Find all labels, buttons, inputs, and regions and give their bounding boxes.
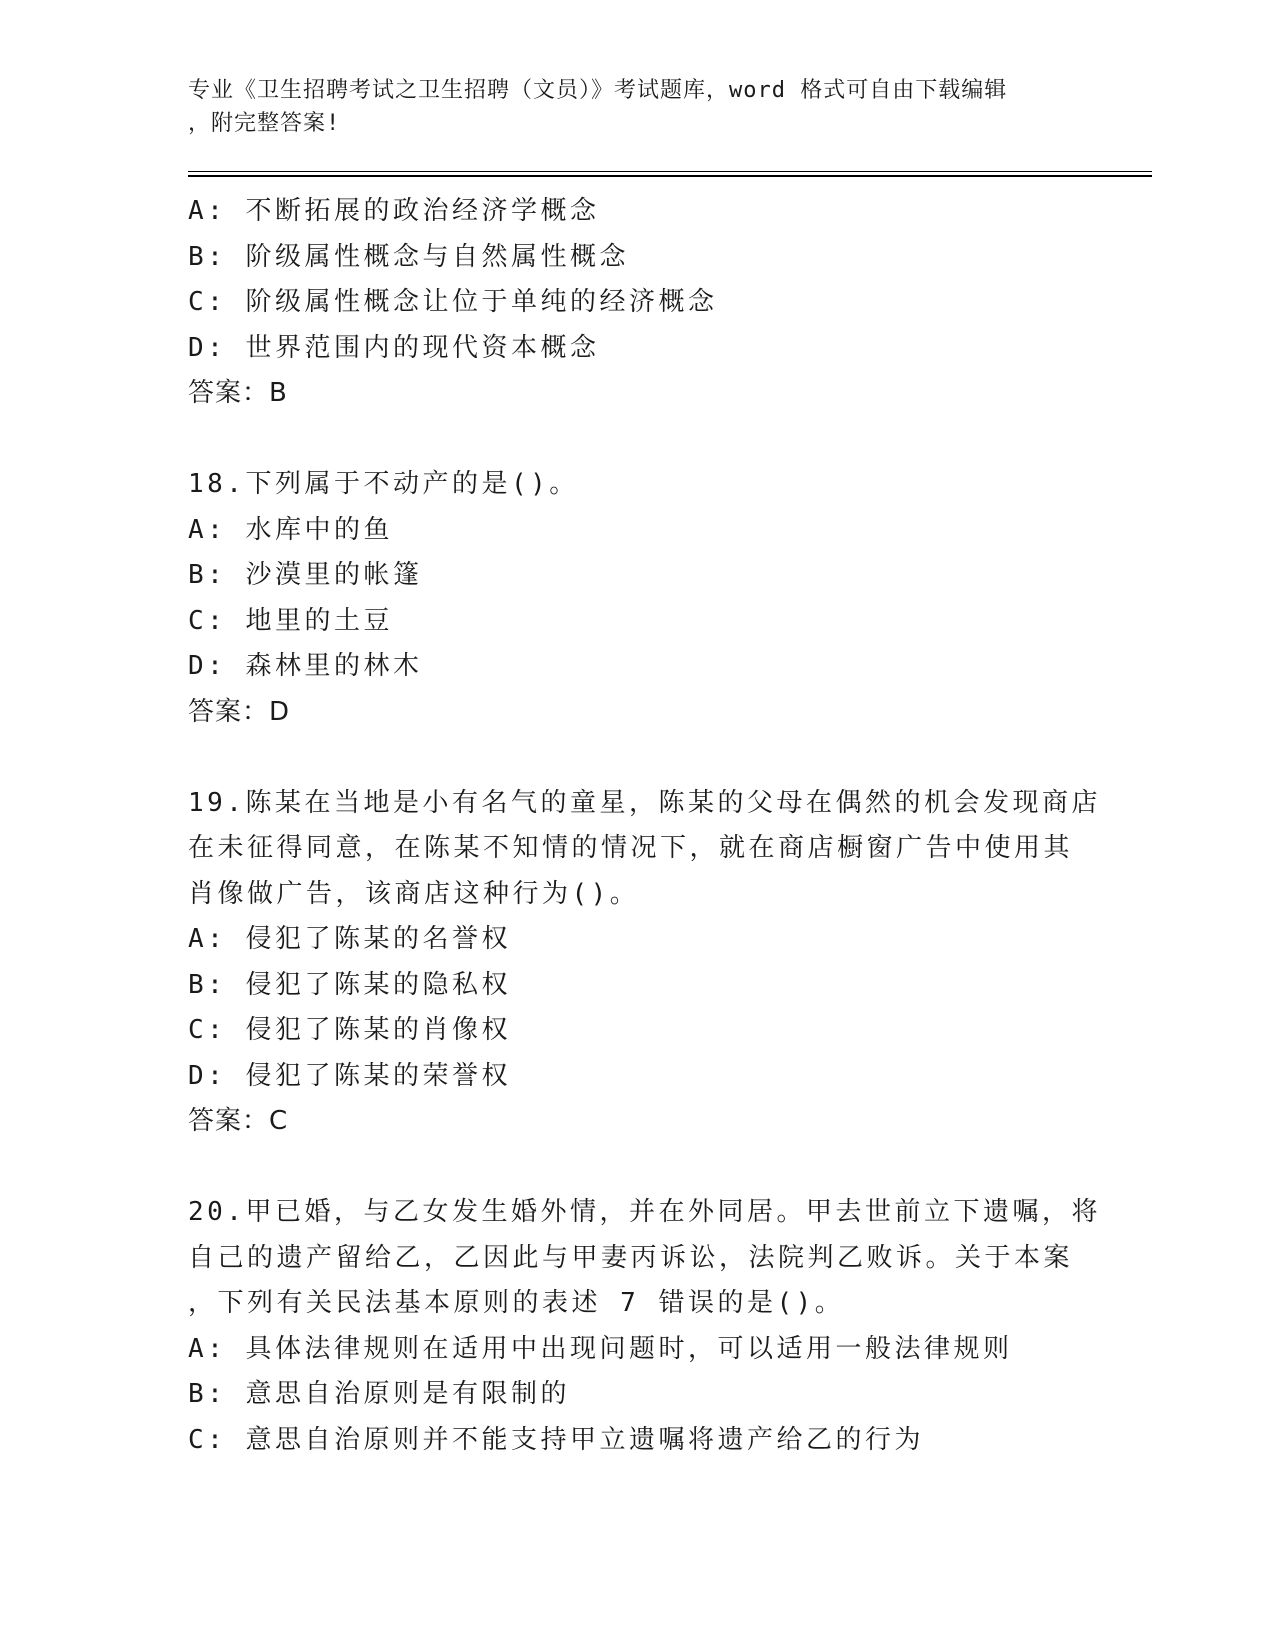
question-20 xyxy=(188,1190,1101,1463)
option-c: C: 阶级属性概念让位于单纯的经济概念 xyxy=(188,287,718,317)
option-a: A: 水库中的鱼 xyxy=(188,514,393,545)
question-19 xyxy=(188,781,1101,1145)
spacer xyxy=(188,1145,1088,1191)
question-17 xyxy=(188,189,1088,417)
document-header xyxy=(188,74,1078,140)
header-divider-thin xyxy=(188,171,1152,172)
question-stem-line: 20.甲已婚，与乙女发生婚外情，并在外同居。甲去世前立下遗嘱，将 xyxy=(188,1197,1101,1227)
option-d: D: 森林里的林木 xyxy=(188,651,423,681)
option-d: D: 世界范围内的现代资本概念 xyxy=(188,332,600,363)
option-a: A: 侵犯了陈某的名誉权 xyxy=(188,924,511,954)
answer: 答案：C xyxy=(188,1106,289,1136)
spacer xyxy=(188,735,1088,781)
option-c: C: 地里的土豆 xyxy=(188,605,393,636)
question-stem-line: 19.陈某在当地是小有名气的童星，陈某的父母在偶然的机会发现商店 xyxy=(188,787,1101,818)
option-a: A: 不断拓展的政治经济学概念 xyxy=(188,196,600,226)
option-b: B: 侵犯了陈某的隐私权 xyxy=(188,969,511,1000)
question-stem: 18.下列属于不动产的是()。 xyxy=(188,469,579,499)
question-18 xyxy=(188,462,1088,735)
option-b: B: 沙漠里的帐篷 xyxy=(188,560,423,590)
header-divider-thick xyxy=(188,175,1152,177)
answer: 答案：D xyxy=(188,696,291,727)
question-stem-line: 肖像做广告，该商店这种行为()。 xyxy=(188,878,640,909)
option-c: C: 意思自治原则并不能支持甲立遗嘱将遗产给乙的行为 xyxy=(188,1424,924,1455)
question-list xyxy=(188,189,1101,1463)
option-b: B: 阶级属性概念与自然属性概念 xyxy=(188,241,629,272)
option-b: B: 意思自治原则是有限制的 xyxy=(188,1379,570,1409)
option-d: D: 侵犯了陈某的荣誉权 xyxy=(188,1060,511,1091)
question-stem-line: 在未征得同意，在陈某不知情的情况下，就在商店橱窗广告中使用其 xyxy=(188,833,1074,863)
option-c: C: 侵犯了陈某的肖像权 xyxy=(188,1015,511,1045)
header-line-2: ，附完整答案! xyxy=(188,111,341,136)
answer: 答案：B xyxy=(188,378,288,408)
question-stem-line: 自己的遗产留给乙，乙因此与甲妻丙诉讼，法院判乙败诉。关于本案 xyxy=(188,1242,1074,1273)
question-stem-line: ，下列有关民法基本原则的表述 7 错误的是()。 xyxy=(188,1288,845,1318)
option-a: A: 具体法律规则在适用中出现问题时，可以适用一般法律规则 xyxy=(188,1333,1013,1364)
header-line-1: 专业《卫生招聘考试之卫生招聘（文员）》考试题库，word 格式可自由下载编辑 xyxy=(188,78,1008,103)
spacer xyxy=(188,417,1088,463)
